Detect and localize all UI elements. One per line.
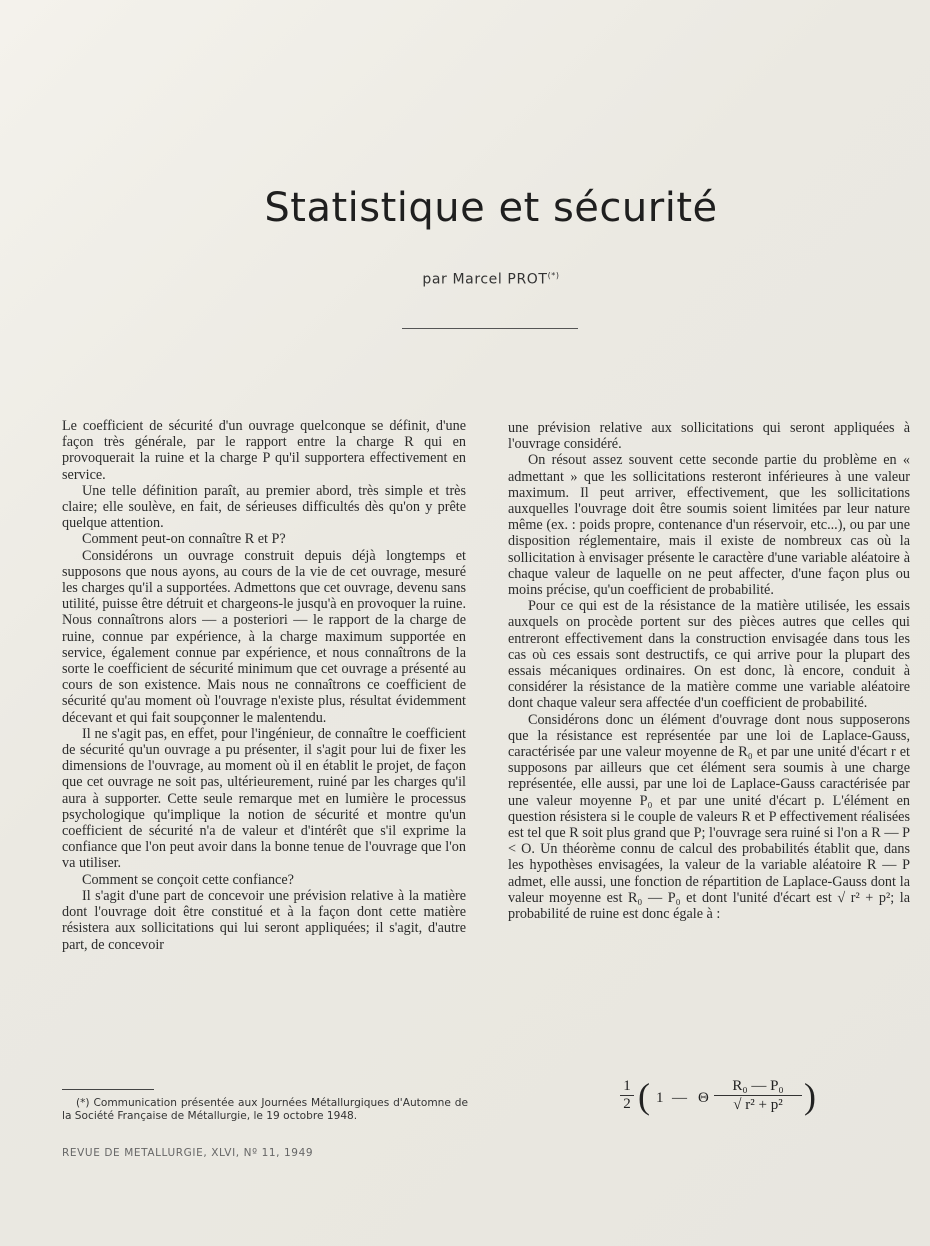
- paragraph: Le coefficient de sécurité d'un ouvrage quelconque se définit, d'une façon très générale, par le rapport entre la charge R qui en provoquerait la ruine et la charge P qu'il supportera effectivement en service.: [62, 418, 466, 483]
- right-paren: ): [804, 1076, 816, 1116]
- formula-one: 1: [656, 1090, 664, 1106]
- main-fraction: [714, 1078, 802, 1114]
- footnote: (*) Communication présentée aux Journées Métallurgiques d'Automne de la Société Française de Métallurgie, le 19 octobre 1948.: [62, 1097, 468, 1122]
- paragraph: Comment peut-on connaître R et P?: [82, 531, 286, 548]
- fraction-denominator: √ r² + p²: [733, 1097, 783, 1113]
- half-numerator: 1: [620, 1078, 634, 1096]
- half-denominator: 2: [623, 1096, 631, 1112]
- fraction-numerator: R₀ — P₀: [714, 1078, 802, 1096]
- theta-symbol: Θ: [698, 1090, 709, 1106]
- paragraph: On résout assez souvent cette seconde partie du problème en « admettant » que les sollicitations resteront inférieures à une valeur maximum. Il peut arriver, effectivement, que les sollicitations auxquelles l'ouvrage doit être soumis soient limitées par leur nature même (ex. : poids propre, contenance d'un réservoir, etc...), ou par une disposition réglementaire, mais il existe de nombreux cas où la sollicitation à envisager présente le caractère d'une variable aléatoire à chaque valeur de laquelle on ne peut affecter, d'une façon plus ou moins précise, qu'un coefficient de probabilité.: [508, 452, 910, 599]
- right-column: [508, 420, 910, 922]
- footnote-marker: (*): [547, 271, 560, 280]
- paragraph: Comment se conçoit cette confiance?: [82, 871, 294, 888]
- author-name: Marcel PROT: [452, 271, 548, 288]
- left-column: [62, 418, 466, 953]
- formula-minus: —: [672, 1090, 687, 1106]
- paragraph: Considérons donc un élément d'ouvrage dont nous supposerons que la résistance est représentée par une loi de Laplace-Gauss, caractérisée par une valeur moyenne de R₀ et par une unité d'écart r et supposons par ailleurs que cet élément sera soumis à une charge représentée, elle aussi, par une loi de Laplace-Gauss caractérisée par une valeur moyenne P₀ et par une unité d'écart p. L'élément en question résistera si le couple de valeurs R et P effectivement réalisées est tel que R soit plus grand que P; l'ouvrage sera ruiné si l'on a R — P < O. Un théorème connu de calcul des probabilités établit que, dans les hypothèses envisagées, la valeur de la variable aléatoire R — P admet, elle aussi, une fonction de répartition de Laplace-Gauss dont la valeur moyenne est R₀ — P₀ et dont l'unité d'écart est √ r² + p²; la probabilité de ruine est donc égale à :: [508, 711, 910, 923]
- running-footer: REVUE DE METALLURGIE, XLVI, Nº 11, 1949: [62, 1147, 314, 1159]
- ruin-probability-formula: [614, 1078, 824, 1128]
- left-paren: (: [638, 1076, 650, 1116]
- paragraph: Il s'agit d'une part de concevoir une prévision relative à la matière dont l'ouvrage doit être constitué et à la façon dont cette matière résistera aux sollicitations qui lui seront appliquées; il s'agit, d'autre part, de concevoir: [62, 887, 466, 953]
- paragraph: Considérons un ouvrage construit depuis déjà longtemps et supposons que nous ayons, au cours de la vie de cet ouvrage, mesuré les charges qu'il a supportées. Admettons que cet ouvrage, devenu sans utilité, puisse être détruit et chargeons-le jusqu'à en provoquer la ruine. Nous connaîtrons alors — a posteriori — le rapport de la charge de ruine, connue par expérience, à la charge maximum supportée en service, également connue par expérience, et nous connaîtrons de la sorte le coefficient de sécurité minimum que cet ouvrage a présenté au cours de son existence. Mais nous ne connaîtrons ce coefficient de sécurité qu'au moment où l'ouvrage n'existe plus, résultat évidemment décevant et qui fait soupçonner le malentendu.: [62, 547, 466, 726]
- paragraph: Il ne s'agit pas, en effet, pour l'ingénieur, de connaître le coefficient de sécurité qu'un ouvrage a pu présenter, il s'agit pour lui de fixer les dimensions de l'ouvrage, au moment où il en établit le projet, de façon que cet ouvrage ne soit pas, ultérieurement, ruiné par les charges qu'il aura à supporter. Cette seule remarque met en lumière le processus psychologique qu'implique la notion de sécurité et montre qu'un coefficient de sécurité n'a de valeur et d'intérêt que s'il exprime la confiance que l'on peut avoir dans la bonne tenue de l'ouvrage que l'on va utiliser.: [62, 725, 466, 872]
- paragraph: Une telle définition paraît, au premier abord, très simple et très claire; elle soulève, en fait, de sérieuses difficultés dès qu'on y prête quelque attention.: [62, 482, 466, 532]
- paragraph: une prévision relative aux sollicitations qui seront appliquées à l'ouvrage considéré.: [508, 420, 910, 453]
- footnote-divider: [62, 1089, 154, 1090]
- half-fraction: [620, 1078, 634, 1113]
- article-title: Statistique et sécurité: [264, 185, 718, 231]
- paragraph: Pour ce qui est de la résistance de la matière utilisée, les essais auxquels on procède portent sur des pièces autres que celles qui entreront effectivement dans la construction envisagée dans tous les cas où ces essais sont destructifs, ce qui arrive pour la plupart des essais mécaniques ordinaires. On est donc, là encore, conduit à considérer la résistance de la matière comme une variable aléatoire dont chaque valeur sera affectée d'un coefficient de probabilité.: [508, 598, 910, 712]
- byline-prefix: par: [422, 271, 448, 288]
- byline: [0, 271, 930, 288]
- title-divider: [402, 328, 578, 329]
